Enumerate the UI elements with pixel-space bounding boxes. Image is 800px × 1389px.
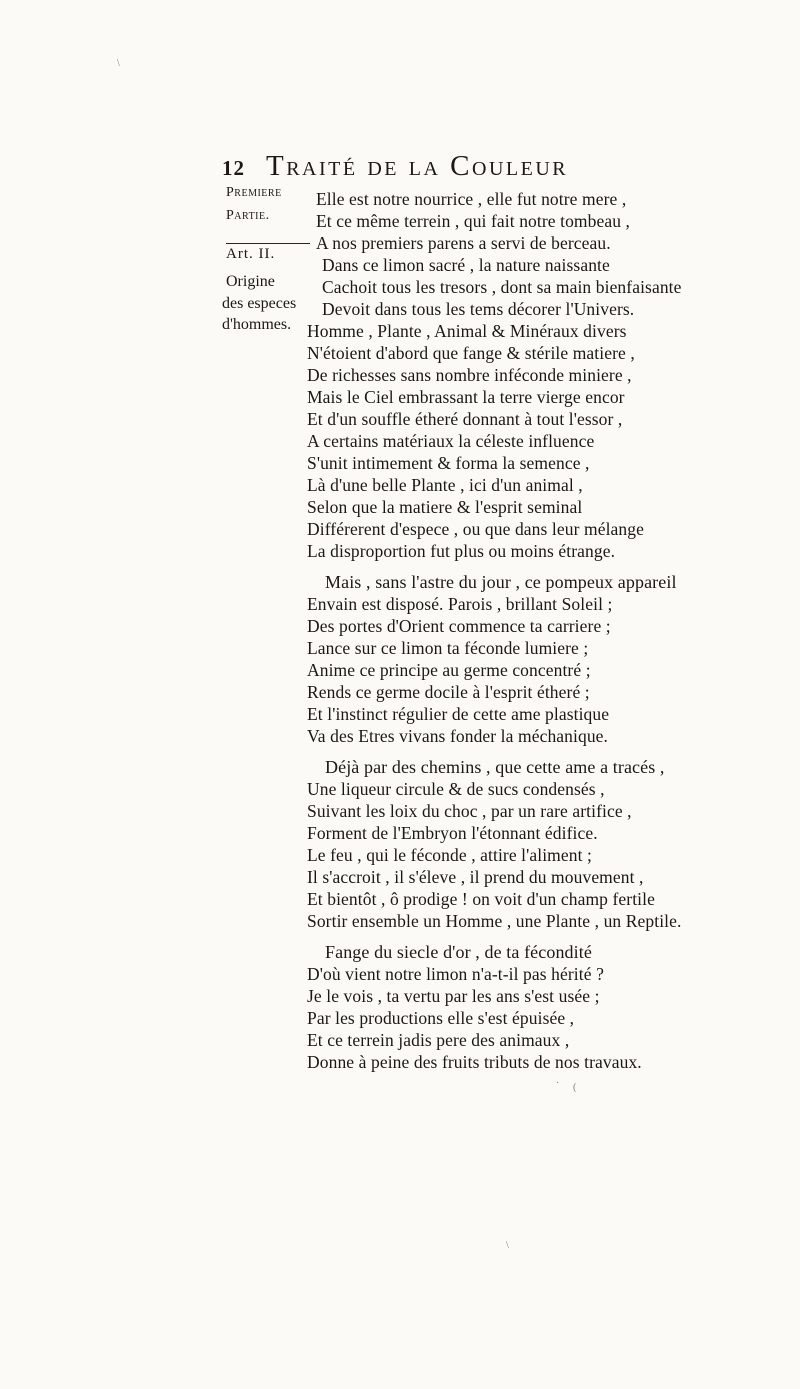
verse-line: Suivant les loix du choc , par un rare artifice , [307, 801, 632, 821]
margin-topic-line3: d'hommes. [222, 316, 292, 333]
verse-line: Fange du siecle d'or , de ta fécondité [325, 942, 592, 962]
verse-line: Et ce terrein jadis pere des animaux , [307, 1030, 570, 1050]
verse-line: S'unit intimement & forma la semence , [307, 453, 590, 473]
verse-line: Devoit dans tous les tems décorer l'Univers. [322, 299, 635, 319]
verse-line: N'étoient d'abord que fange & stérile matiere , [307, 343, 635, 363]
verse-line: Cachoit tous les tresors , dont sa main bienfaisante [322, 277, 682, 297]
verse-line: Dans ce limon sacré , la nature naissante [322, 255, 610, 275]
verse-line: Homme , Plante , Animal & Minéraux divers [307, 321, 627, 341]
verse-line: A certains matériaux la céleste influence [307, 431, 595, 451]
verse-line: A nos premiers parens a servi de berceau. [316, 233, 611, 253]
verse-line: Une liqueur circule & de sucs condensés , [307, 779, 605, 799]
verse-line: Mais , sans l'astre du jour , ce pompeux appareil [325, 572, 677, 592]
verse-line: Par les productions elle s'est épuisée , [307, 1008, 575, 1028]
verse-line: Va des Etres vivans fonder la méchanique. [307, 726, 609, 746]
verse-line: Le feu , qui le féconde , attire l'aliment ; [307, 845, 593, 865]
margin-topic-line2: des especes [222, 295, 297, 312]
verse-line: Donne à peine des fruits tributs de nos travaux. [307, 1052, 642, 1072]
paper-speck: ( [573, 1082, 577, 1093]
verse-line: Et l'instinct régulier de cette ame plastique [307, 704, 610, 724]
verse-line: Et ce même terrein , qui fait notre tombeau , [316, 211, 631, 231]
verse-line: Selon que la matiere & l'esprit seminal [307, 497, 583, 517]
margin-partie-line2: Partie. [226, 208, 270, 223]
verse-line: Là d'une belle Plante , ici d'un animal , [307, 475, 583, 495]
verse-line: De richesses sans nombre inféconde miniere , [307, 365, 632, 385]
verse-line: Je le vois , ta vertu par les ans s'est usée ; [307, 986, 600, 1006]
verse-line: Sortir ensemble un Homme , une Plante , un Reptile. [307, 911, 682, 931]
paper-speck: \ [117, 58, 120, 69]
margin-topic-line1: Origine [226, 273, 275, 290]
verse-line: Envain est disposé. Parois , brillant Soleil ; [307, 594, 613, 614]
running-title: Traité de la Couleur [266, 150, 569, 182]
verse-line: Mais le Ciel embrassant la terre vierge encor [307, 387, 625, 407]
verse-line: Des portes d'Orient commence ta carriere ; [307, 616, 611, 636]
verse-line: La disproportion fut plus ou moins étrange. [307, 541, 616, 561]
verse-line: Rends ce germe docile à l'esprit étheré ; [307, 682, 590, 702]
verse-line: D'où vient notre limon n'a-t-il pas hérité ? [307, 964, 604, 984]
verse-line: Elle est notre nourrice , elle fut notre mere , [316, 189, 627, 209]
verse-line: Lance sur ce limon ta féconde lumiere ; [307, 638, 589, 658]
verse-line: Et bientôt , ô prodige ! on voit d'un champ fertile [307, 889, 655, 909]
paper-speck: · [556, 1078, 560, 1089]
page-number: 12 [222, 156, 245, 180]
verse-line: Anime ce principe au germe concentré ; [307, 660, 591, 680]
margin-article: Art. II. [226, 246, 276, 262]
verse-line: Différerent d'espece , ou que dans leur mélange [307, 519, 644, 539]
paper-speck: \ [506, 1240, 509, 1251]
verse-line: Forment de l'Embryon l'étonnant édifice. [307, 823, 598, 843]
verse-line: Et d'un souffle étheré donnant à tout l'essor , [307, 409, 623, 429]
margin-partie-line1: Premiere [226, 185, 282, 200]
verse-line: Déjà par des chemins , que cette ame a tracés , [325, 757, 665, 777]
verse-line: Il s'accroit , il s'éleve , il prend du mouvement , [307, 867, 644, 887]
